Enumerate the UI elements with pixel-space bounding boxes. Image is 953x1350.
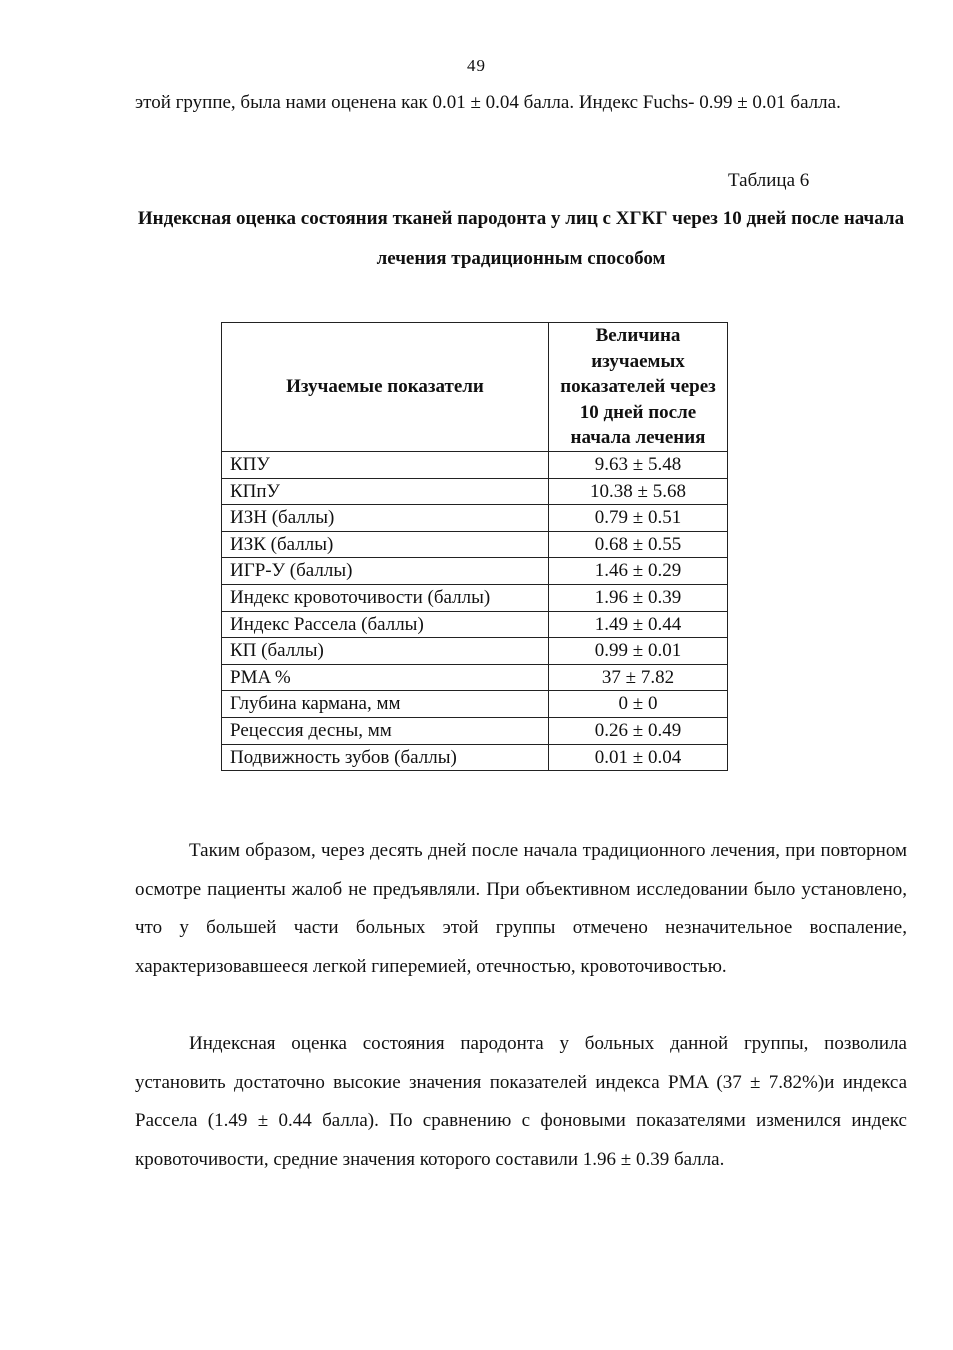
header-indicators: Изучаемые показатели [222, 323, 549, 452]
row-indicator: КПУ [222, 451, 549, 478]
table-row [222, 691, 728, 718]
table-row [222, 531, 728, 558]
row-indicator: КП (баллы) [222, 638, 549, 665]
row-indicator: Рецессия десны, мм [222, 717, 549, 744]
row-value: 0.79 ± 0.51 [549, 505, 728, 532]
row-value: 0.01 ± 0.04 [549, 744, 728, 771]
table-row [222, 611, 728, 638]
page-number: 49 [467, 56, 486, 75]
row-value: 0.26 ± 0.49 [549, 717, 728, 744]
row-indicator: PMA % [222, 664, 549, 691]
row-value: 1.96 ± 0.39 [549, 584, 728, 611]
row-value: 10.38 ± 5.68 [549, 478, 728, 505]
indices-table [221, 322, 728, 771]
intro-paragraph: этой группе, была нами оценена как 0.01 ± 0.04 балла. Индекс Fuchs- 0.99 ± 0.01 балла. [135, 92, 841, 113]
row-indicator: ИЗК (баллы) [222, 531, 549, 558]
row-indicator: Подвижность зубов (баллы) [222, 744, 549, 771]
table-caption: Таблица 6 [728, 170, 810, 191]
table-row [222, 744, 728, 771]
row-value: 1.49 ± 0.44 [549, 611, 728, 638]
row-indicator: Индекс кровоточивости (баллы) [222, 584, 549, 611]
table-row [222, 717, 728, 744]
table-row [222, 451, 728, 478]
table-title: Индексная оценка состояния тканей пародонта у лиц с ХГКГ через 10 дней после начала лечения традиционным способом [137, 208, 905, 269]
row-value: 37 ± 7.82 [549, 664, 728, 691]
row-indicator: ИГР-У (баллы) [222, 558, 549, 585]
table-row [222, 584, 728, 611]
header-values: Величина изучаемых показателей через 10 дней после начала лечения [549, 323, 728, 452]
table-row [222, 505, 728, 532]
row-indicator: Глубина кармана, мм [222, 691, 549, 718]
table-row [222, 638, 728, 665]
table-header-row [222, 323, 728, 452]
body-paragraph-1: Таким образом, через десять дней после начала традиционного лечения, при повторном осмотре пациенты жалоб не предъявляли. При объективном исследовании было установлено, что у большей части больных этой группы отмечено незначительное воспаление, характеризовавшееся легкой гиперемией, отечностью, кровоточивостью. [135, 840, 907, 977]
table-row [222, 664, 728, 691]
row-indicator: КПпУ [222, 478, 549, 505]
table-row [222, 478, 728, 505]
row-indicator: ИЗН (баллы) [222, 505, 549, 532]
row-value: 9.63 ± 5.48 [549, 451, 728, 478]
row-value: 0.68 ± 0.55 [549, 531, 728, 558]
row-value: 1.46 ± 0.29 [549, 558, 728, 585]
row-indicator: Индекс Рассела (баллы) [222, 611, 549, 638]
row-value: 0.99 ± 0.01 [549, 638, 728, 665]
row-value: 0 ± 0 [549, 691, 728, 718]
table-row [222, 558, 728, 585]
body-paragraph-2: Индексная оценка состояния пародонта у больных данной группы, позволила установить достаточно высокие значения показателей индекса PMA (37 ± 7.82%)и индекса Рассела (1.49 ± 0.44 балла). По сравнению с фоновыми показателями изменился индекс кровоточивости, средние значения которого составили 1.96 ± 0.39 балла. [135, 1033, 907, 1170]
